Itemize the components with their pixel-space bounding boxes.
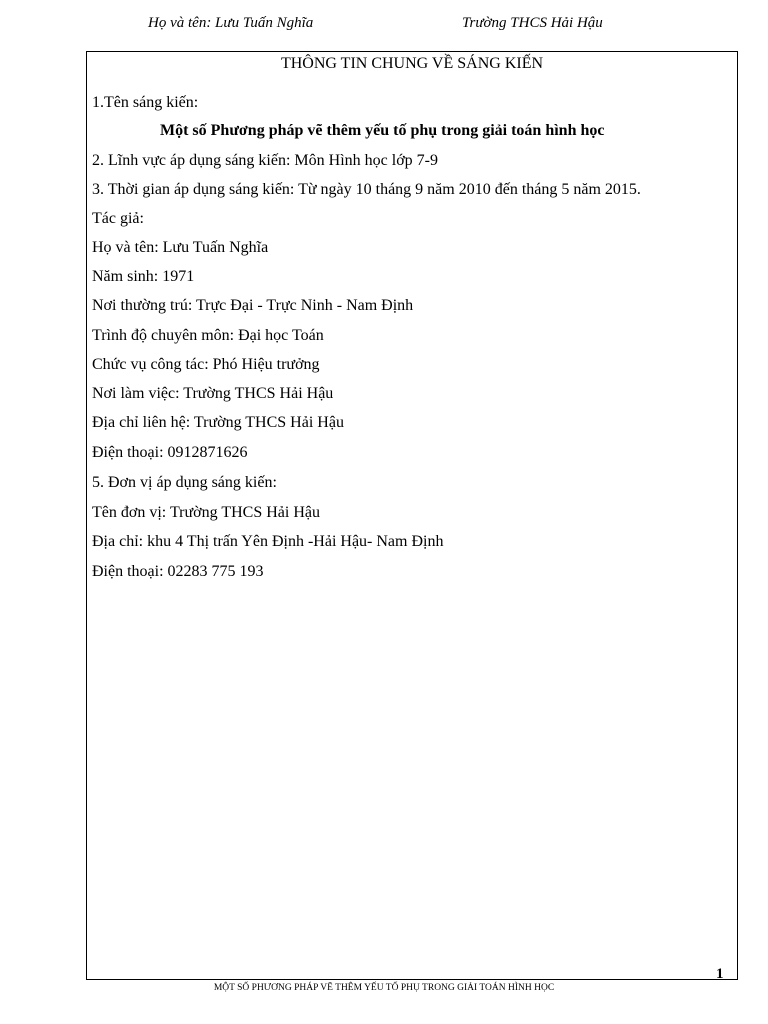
unit-phone: Điện thoại: 02283 775 193 [92,563,264,580]
birth-year: Năm sinh: 1971 [92,268,195,285]
header-author: Họ và tên: Lưu Tuấn Nghĩa [148,15,314,31]
contact-address: Địa chỉ liên hệ: Trường THCS Hải Hậu [92,414,344,431]
initiative-name: Một số Phương pháp vẽ thêm yếu tố phụ trong giải toán hình học [160,122,605,139]
header-school: Trường THCS Hải Hậu [462,15,603,31]
application-period: 3. Thời gian áp dụng sáng kiến: Từ ngày 10 tháng 9 năm 2010 đến tháng 5 năm 2015. [92,181,641,198]
document-title: THÔNG TIN CHUNG VỀ SÁNG KIẾN [280,55,544,72]
qualification: Trình độ chuyên môn: Đại học Toán [92,327,324,344]
author-phone: Điện thoại: 0912871626 [92,444,248,461]
unit-address: Địa chỉ: khu 4 Thị trấn Yên Định -Hải Hậu- Nam Định [92,533,444,550]
author-label: Tác giả: [92,210,144,227]
application-field: 2. Lĩnh vực áp dụng sáng kiến: Môn Hình học lớp 7-9 [92,152,438,169]
applying-unit-label: 5. Đơn vị áp dụng sáng kiến: [92,474,277,491]
workplace: Nơi làm việc: Trường THCS Hải Hậu [92,385,334,402]
author-name: Họ và tên: Lưu Tuấn Nghĩa [92,239,269,256]
unit-name: Tên đơn vị: Trường THCS Hải Hậu [92,504,320,521]
page-number: 1 [716,966,724,982]
initiative-name-label: 1.Tên sáng kiến: [92,94,199,111]
permanent-residence: Nơi thường trú: Trực Đại - Trực Ninh - Nam Định [92,297,414,314]
page-footer: MỘT SỐ PHƯƠNG PHÁP VẼ THÊM YẾU TỐ PHỤ TRONG GIẢI TOÁN HÌNH HỌC [213,983,555,993]
position: Chức vụ công tác: Phó Hiệu trưởng [92,356,320,373]
